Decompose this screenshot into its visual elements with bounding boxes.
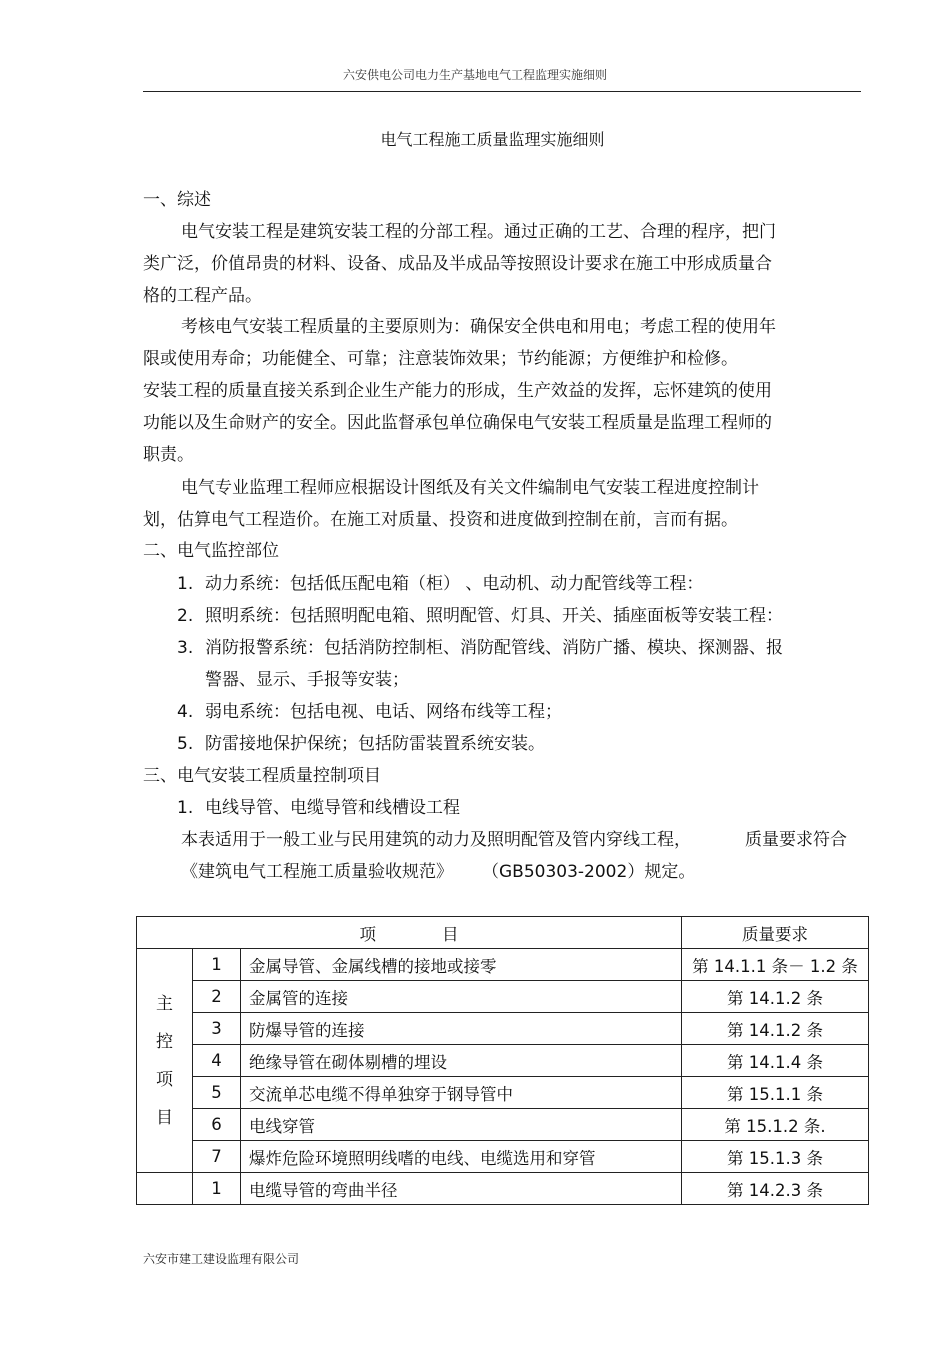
row-number: 4 [193, 1045, 241, 1077]
header-item-char: 目 [442, 924, 459, 944]
intro-text: 本表适用于一般工业与民用建筑的动力及照明配管及管内穿线工程， [181, 830, 691, 850]
header-quality-requirement: 质量要求 [682, 917, 869, 949]
row-item: 爆炸危险环境照明线嗜的电线、电缆选用和穿管 [241, 1141, 682, 1173]
table-row [137, 1141, 869, 1173]
page-footer: 六安市建工建设监理有限公司 [143, 1252, 300, 1266]
row-item: 电线穿管 [241, 1109, 682, 1141]
list-item: 弱电系统：包括电视、电话、网络布线等工程； [205, 702, 562, 722]
document-title: 电气工程施工质量监理实施细则 [380, 130, 605, 149]
intro-text: 质量要求符合 [745, 830, 847, 850]
section1-line: 考核电气安装工程质量的主要原则为：确保安全供电和用电；考虑工程的使用年 [181, 317, 776, 337]
table-row [137, 1077, 869, 1109]
row-number: 6 [193, 1109, 241, 1141]
table-row [137, 981, 869, 1013]
table-header-row [137, 917, 869, 949]
row-requirement: 第 14.1.4 条 [682, 1045, 869, 1077]
table-row [137, 1173, 869, 1205]
section1-line: 功能以及生命财产的安全。因此监督承包单位确保电气安装工程质量是监理工程师的 [143, 413, 772, 433]
row-item: 电缆导管的弯曲半径 [241, 1173, 682, 1205]
row-item: 金属管的连接 [241, 981, 682, 1013]
header-item [137, 917, 682, 949]
list-item: 照明系统：包括照明配电箱、照明配管、灯具、开关、插座面板等安装工程： [205, 606, 783, 626]
row-number: 5 [193, 1077, 241, 1109]
list-item: 消防报警系统：包括消防控制柜、消防配管线、消防广播、模块、探测器、报 [205, 638, 783, 658]
list-item-number: 3. [177, 638, 194, 658]
subsection-title: 电线导管、电缆导管和线槽设工程 [205, 798, 460, 818]
header-rule [143, 91, 861, 92]
row-requirement: 第 14.1.2 条 [682, 981, 869, 1013]
section1-line: 电气专业监理工程师应根据设计图纸及有关文件编制电气安装工程进度控制计 [181, 478, 759, 498]
row-requirement: 第 15.1.1 条 [682, 1077, 869, 1109]
subsection-number: 1. [177, 798, 194, 818]
row-requirement: 第 15.1.2 条. [682, 1109, 869, 1141]
row-item: 绝缘导管在砌体剔槽的埋设 [241, 1045, 682, 1077]
list-item-number: 4. [177, 702, 194, 722]
section1-line: 划，估算电气工程造价。在施工对质量、投资和进度做到控制在前，言而有据。 [143, 510, 738, 530]
table-row [137, 1109, 869, 1141]
table-row [137, 1013, 869, 1045]
section1-line: 安装工程的质量直接关系到企业生产能力的形成，生产效益的发挥，忘怀建筑的使用 [143, 381, 772, 401]
table-row [137, 949, 869, 981]
row-item: 金属导管、金属线槽的接地或接零 [241, 949, 682, 981]
page-header: 六安供电公司电力生产基地电气工程监理实施细则 [342, 68, 607, 82]
main-control-group-label: 主 控 项 目 [137, 949, 193, 1173]
table-row [137, 1045, 869, 1077]
header-item-char: 项 [359, 924, 376, 944]
row-requirement: 第 15.1.3 条 [682, 1141, 869, 1173]
row-number: 1 [193, 1173, 241, 1205]
standard-name: 《建筑电气工程施工质量验收规范》 [181, 862, 453, 882]
row-requirement: 第 14.1.1 条－ 1.2 条 [682, 949, 869, 981]
list-item: 动力系统：包括低压配电箱（柜） 、电动机、动力配管线等工程： [205, 574, 704, 594]
row-item: 防爆导管的连接 [241, 1013, 682, 1045]
general-group-label [137, 1173, 193, 1205]
section1-heading: 一、综述 [143, 190, 211, 210]
row-number: 3 [193, 1013, 241, 1045]
section3-heading: 三、电气安装工程质量控制项目 [143, 766, 381, 786]
section1-line: 类广泛，价值昂贵的材料、设备、成品及半成品等按照设计要求在施工中形成质量合 [143, 254, 772, 274]
section2-heading: 二、电气监控部位 [143, 541, 279, 561]
row-number: 1 [193, 949, 241, 981]
row-number: 7 [193, 1141, 241, 1173]
quality-control-table [136, 916, 869, 1205]
row-requirement: 第 14.1.2 条 [682, 1013, 869, 1045]
row-requirement: 第 14.2.3 条 [682, 1173, 869, 1205]
list-item-number: 1. [177, 574, 194, 594]
list-item-continued: 警器、显示、手报等安装； [205, 670, 409, 690]
list-item-number: 5. [177, 734, 194, 754]
standard-code: （GB50303-2002）规定。 [482, 862, 696, 882]
row-item: 交流单芯电缆不得单独穿于钢导管中 [241, 1077, 682, 1109]
section1-line: 电气安装工程是建筑安装工程的分部工程。通过正确的工艺、合理的程序，把门 [181, 222, 776, 242]
section1-line: 职责。 [143, 445, 194, 465]
list-item: 防雷接地保护保统；包括防雷装置系统安装。 [205, 734, 545, 754]
section1-line: 格的工程产品。 [143, 286, 262, 306]
row-number: 2 [193, 981, 241, 1013]
list-item-number: 2. [177, 606, 194, 626]
section1-line: 限或使用寿命；功能健全、可靠；注意装饰效果；节约能源；方便维护和检修。 [143, 349, 738, 369]
